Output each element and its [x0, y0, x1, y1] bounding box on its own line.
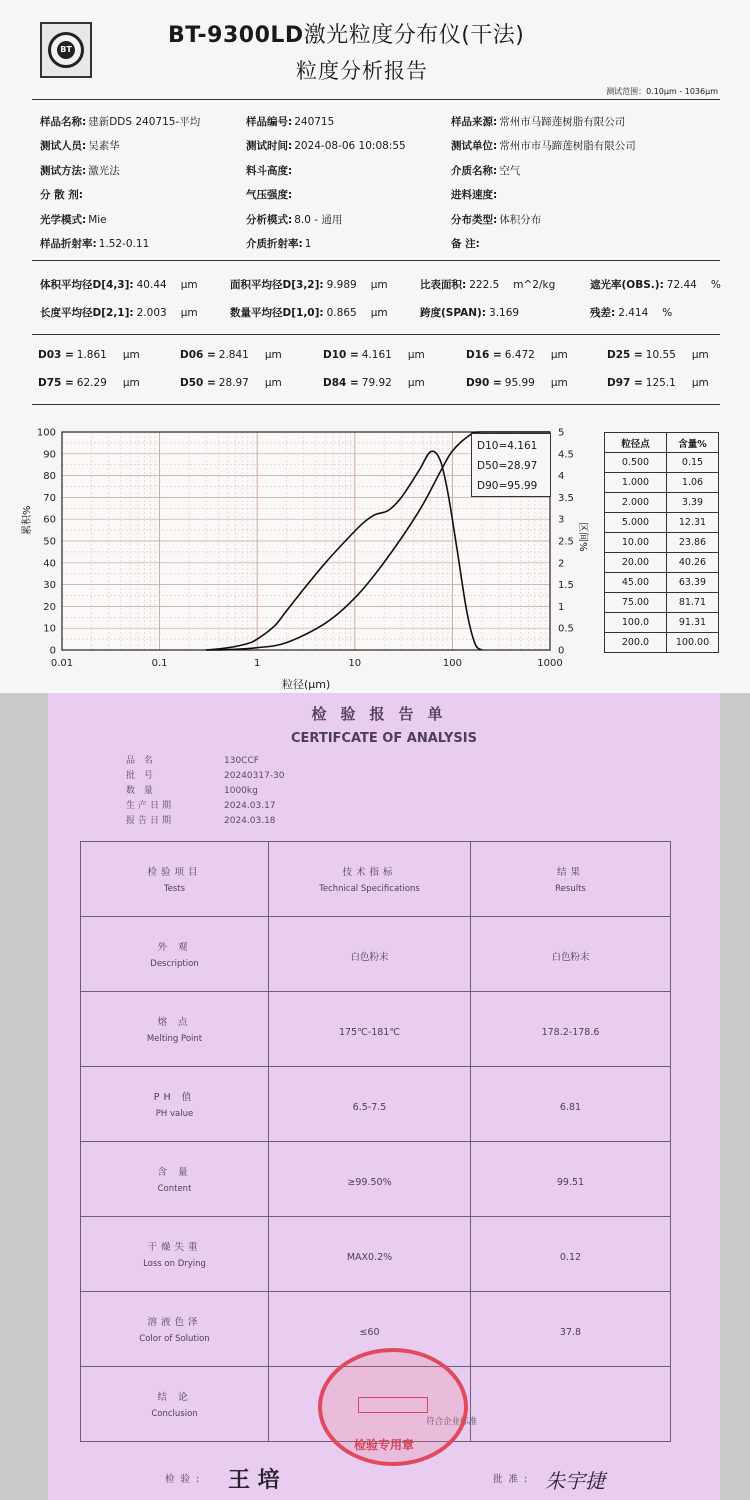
y-right-tick-label: 5	[558, 427, 565, 439]
spec-cell	[269, 1067, 471, 1142]
field-label: 介质名称:	[451, 164, 498, 177]
cert-meta-row	[126, 753, 259, 766]
size-point-cell: 5.000	[605, 513, 667, 533]
x-tick-label: 0.01	[50, 658, 74, 669]
spec-value: 175℃-181℃	[338, 1026, 401, 1038]
info-field	[451, 164, 520, 178]
table-row	[605, 473, 719, 493]
field-value: 8.0 - 通用	[294, 213, 343, 226]
field-label: 分析模式:	[246, 213, 293, 226]
spec-cell	[269, 992, 471, 1067]
y-right-tick-label: 4	[558, 471, 565, 483]
field-label: 测试方法:	[40, 164, 87, 177]
stat-item	[230, 306, 388, 320]
d-value-item	[38, 376, 140, 390]
table-row	[81, 842, 671, 917]
stat-item	[40, 278, 198, 292]
d-unit: μm	[550, 377, 568, 389]
stat-value: 72.44	[666, 279, 697, 291]
field-label: 样品编号:	[246, 116, 293, 128]
d-value: 6.472	[504, 349, 535, 361]
stat-value: 9.989	[326, 279, 357, 291]
y-left-tick-label: 100	[36, 427, 56, 439]
test-name-en: Color of Solution	[139, 1334, 210, 1344]
d-value-item	[323, 348, 425, 362]
result-value: 178.2-178.6	[541, 1026, 600, 1038]
d-label: D90 =	[466, 377, 502, 389]
signature-row	[48, 1463, 720, 1493]
field-value: 常州市马蹄莲树脂有限公司	[499, 116, 626, 128]
stat-value: 2.414	[618, 307, 649, 319]
y-left-tick-label: 40	[43, 558, 56, 570]
y-left-tick-label: 20	[43, 601, 56, 613]
y-right-tick-label: 4.5	[558, 449, 574, 461]
field-value: 2024-08-06 10:08:55	[294, 140, 406, 153]
stat-item	[590, 306, 672, 320]
test-name-en: Loss on Drying	[143, 1259, 206, 1269]
stat-label: 数量平均径D[1,0]:	[230, 307, 324, 319]
divider	[32, 99, 720, 100]
cert-meta-row	[126, 783, 258, 796]
test-item-cell	[81, 1217, 269, 1292]
table-row	[81, 1142, 671, 1217]
d-label: D50 =	[180, 377, 216, 389]
test-name-en: Tests	[163, 884, 186, 894]
info-field	[246, 164, 294, 178]
test-name-cn: 结 论	[157, 1392, 192, 1403]
field-label: 介质折射率:	[246, 238, 303, 250]
x-tick-label: 0.1	[151, 658, 168, 669]
test-item-cell	[81, 842, 269, 917]
y-right-tick-label: 0.5	[558, 623, 574, 635]
y-left-tick-label: 70	[43, 492, 56, 504]
result-header-en: Results	[555, 884, 586, 894]
d-unit: μm	[691, 377, 709, 389]
field-value: 常州市市马蹄莲树脂有限公司	[499, 140, 636, 153]
info-field	[451, 213, 541, 227]
y-axis-label-left: 累积%	[22, 505, 33, 535]
particle-size-report	[0, 0, 750, 693]
stat-item	[230, 278, 388, 292]
test-item-cell	[81, 1067, 269, 1142]
test-item-cell	[81, 992, 269, 1067]
y-left-tick-label: 90	[43, 449, 56, 461]
report-subtitle: 粒度分析报告	[296, 59, 428, 83]
field-label: 分布类型:	[451, 213, 498, 226]
field-label: 气压强度:	[246, 189, 293, 202]
content-cell: 91.31	[667, 613, 719, 633]
table-row	[605, 593, 719, 613]
field-value: Mie	[88, 213, 107, 226]
stat-unit: μm	[370, 307, 388, 319]
size-point-cell: 45.00	[605, 573, 667, 593]
d-value: 2.841	[218, 349, 249, 361]
field-value: 1.52-0.11	[98, 238, 150, 250]
info-field	[40, 164, 120, 178]
table-row	[605, 613, 719, 633]
x-tick-label: 100	[442, 658, 462, 669]
test-name-cn: 熔 点	[157, 1017, 192, 1028]
d-value: 62.29	[76, 377, 107, 389]
meta-value: 20240317-30	[224, 771, 285, 781]
d-value-item	[38, 348, 140, 362]
d-value-item	[323, 376, 425, 390]
y-left-tick-label: 80	[43, 471, 56, 483]
x-tick-label: 1000	[537, 658, 563, 669]
info-field	[451, 188, 499, 202]
meta-key: 品 名	[126, 756, 156, 766]
cert-meta-row	[126, 813, 276, 826]
y-right-tick-label: 1.5	[558, 580, 574, 592]
d-unit: μm	[122, 377, 140, 389]
stat-value: 2.003	[136, 307, 167, 319]
legend-d50: D50=28.97	[477, 460, 538, 472]
legend-d10: D10=4.161	[477, 440, 538, 452]
conclusion-value: 符合企业标准	[426, 1417, 478, 1427]
d-value: 10.55	[645, 349, 676, 361]
d-unit: μm	[122, 349, 140, 361]
spec-value: 6.5-7.5	[352, 1101, 387, 1113]
stamp-inner-box	[358, 1397, 428, 1413]
stat-label: 体积平均径D[4,3]:	[40, 279, 134, 291]
test-name-cn: 溶液色泽	[147, 1317, 202, 1328]
test-name-cn: PH 值	[153, 1092, 196, 1103]
y-right-tick-label: 2	[558, 558, 565, 570]
field-value: 激光法	[88, 164, 120, 177]
meta-key: 数 量	[126, 786, 156, 796]
content-cell: 1.06	[667, 473, 719, 493]
d-unit: μm	[550, 349, 568, 361]
info-field	[246, 115, 334, 129]
size-point-cell: 10.00	[605, 533, 667, 553]
field-label: 样品折射率:	[40, 238, 97, 250]
table-row	[605, 493, 719, 513]
spec-value: 白色粉末	[350, 951, 389, 963]
size-point-cell: 1.000	[605, 473, 667, 493]
d-value: 28.97	[218, 377, 249, 389]
report-title	[168, 18, 628, 49]
meta-key: 生产日期	[126, 801, 175, 811]
y-left-tick-label: 0	[49, 645, 56, 657]
field-label: 样品来源:	[451, 116, 498, 128]
content-cell: 3.39	[667, 493, 719, 513]
field-value: 空气	[499, 164, 521, 177]
meta-key: 批 号	[126, 771, 156, 781]
y-right-tick-label: 3.5	[558, 492, 574, 504]
size-point-cell: 20.00	[605, 553, 667, 573]
test-range: 测试范围：0.10μm - 1036μm	[606, 87, 718, 96]
info-field	[451, 139, 636, 153]
y-left-tick-label: 50	[43, 536, 56, 548]
spec-value: ≤60	[359, 1326, 380, 1338]
result-value: 99.51	[556, 1176, 585, 1188]
instrument-model: BT-9300LD	[168, 23, 304, 48]
d-label: D03 =	[38, 349, 74, 361]
table-row	[605, 553, 719, 573]
stat-unit: m^2/kg	[513, 279, 556, 291]
stat-unit: %	[710, 279, 721, 291]
test-item-cell	[81, 1292, 269, 1367]
cert-title-en: CERTIFCATE OF ANALYSIS	[291, 731, 477, 746]
d-label: D25 =	[607, 349, 643, 361]
field-value: 吴素华	[88, 140, 120, 153]
stat-item	[590, 278, 721, 292]
stat-label: 面积平均径D[3,2]:	[230, 279, 324, 291]
spec-value: ≥99.50%	[347, 1176, 392, 1188]
inspector-signature: 王 培	[228, 1467, 280, 1493]
result-cell	[471, 842, 671, 917]
field-label: 进料速度:	[451, 189, 498, 202]
stat-value: 0.865	[326, 307, 357, 319]
field-label: 测试时间:	[246, 140, 293, 153]
field-value: 240715	[294, 116, 335, 128]
info-field	[246, 237, 311, 251]
content-cell: 81.71	[667, 593, 719, 613]
table-row	[605, 573, 719, 593]
spec-value: MAX0.2%	[346, 1251, 393, 1263]
y-left-tick-label: 60	[43, 514, 56, 526]
info-field	[40, 213, 107, 227]
legend-d90: D90=95.99	[477, 480, 538, 492]
cert-title-cn: 检验报告单	[311, 705, 457, 723]
x-axis-label: 粒径(μm)	[282, 678, 331, 691]
header-content: 含量%	[667, 433, 719, 453]
certificate-of-analysis	[48, 693, 720, 1500]
info-field	[40, 115, 200, 129]
approver-label: 批准:	[493, 1474, 534, 1485]
table-row	[81, 917, 671, 992]
field-label: 备 注:	[451, 238, 480, 250]
y-right-tick-label: 0	[558, 645, 565, 657]
table-row	[605, 533, 719, 553]
header-size-point: 粒径点	[605, 433, 667, 453]
stat-label: 遮光率(OBS.):	[590, 279, 664, 291]
d-label: D06 =	[180, 349, 216, 361]
table-row	[81, 1067, 671, 1142]
field-label: 测试人员:	[40, 140, 87, 153]
size-point-cell: 75.00	[605, 593, 667, 613]
meta-value: 2024.03.18	[224, 816, 276, 826]
meta-key: 报告日期	[126, 816, 175, 826]
info-field	[246, 188, 294, 202]
size-point-cell: 2.000	[605, 493, 667, 513]
divider	[32, 260, 720, 261]
x-tick-label: 10	[348, 658, 362, 669]
d-unit: μm	[264, 349, 282, 361]
stat-value: 222.5	[469, 279, 500, 291]
result-value: 6.81	[559, 1101, 582, 1113]
y-right-tick-label: 2.5	[558, 536, 574, 548]
result-header-cn: 结果	[556, 867, 584, 878]
table-row	[81, 992, 671, 1067]
y-axis-label-right: 区间%	[577, 522, 588, 552]
stat-item	[420, 278, 555, 292]
stamp-text: 检验专用章	[354, 1438, 415, 1452]
test-name-cn: 干燥失重	[147, 1242, 202, 1253]
field-value: 建新DDS 240715-平均	[88, 116, 201, 128]
d-value-item	[466, 376, 568, 390]
test-item-cell	[81, 1142, 269, 1217]
d-value: 125.1	[645, 377, 676, 389]
d-label: D75 =	[38, 377, 74, 389]
divider	[32, 334, 720, 335]
content-cell: 0.15	[667, 453, 719, 473]
d-value-item	[607, 348, 709, 362]
test-name-cn: 外 观	[157, 942, 192, 953]
meta-value: 1000kg	[224, 786, 258, 796]
logo-core: BT	[57, 41, 75, 59]
cert-meta-row	[126, 798, 276, 811]
field-label: 光学模式:	[40, 213, 87, 226]
d-value: 95.99	[504, 377, 535, 389]
d-unit: μm	[691, 349, 709, 361]
table-row	[81, 1217, 671, 1292]
spec-cell	[269, 917, 471, 992]
stat-unit: μm	[370, 279, 388, 291]
x-tick-label: 1	[254, 658, 261, 669]
d-unit: μm	[264, 377, 282, 389]
table-header-row	[605, 433, 719, 453]
approver-signature: 朱宇捷	[545, 1469, 605, 1493]
size-point-cell: 0.500	[605, 453, 667, 473]
result-cell	[471, 1142, 671, 1217]
result-cell	[471, 1067, 671, 1142]
d-value-item	[466, 348, 568, 362]
info-field	[40, 188, 85, 202]
stat-label: 长度平均径D[2,1]:	[40, 307, 134, 319]
d-value-item	[180, 376, 282, 390]
d-unit: μm	[407, 377, 425, 389]
field-label: 料斗高度:	[246, 164, 293, 177]
meta-value: 2024.03.17	[224, 801, 276, 811]
company-logo	[40, 22, 92, 78]
y-left-tick-label: 30	[43, 580, 56, 592]
d-unit: μm	[407, 349, 425, 361]
field-value: 1	[304, 238, 312, 250]
result-value: 白色粉末	[551, 951, 590, 963]
result-cell	[471, 1217, 671, 1292]
stat-value: 40.44	[136, 279, 167, 291]
stat-value: 3.169	[489, 307, 520, 319]
test-item-cell	[81, 1367, 269, 1442]
inspector-label: 检验:	[165, 1474, 206, 1485]
stat-label: 比表面积:	[420, 279, 467, 291]
content-cell: 40.26	[667, 553, 719, 573]
y-right-tick-label: 3	[558, 514, 565, 526]
spec-header-en: Technical Specifications	[319, 884, 420, 894]
result-cell	[471, 1367, 671, 1442]
stat-unit: μm	[180, 279, 198, 291]
d-label: D10 =	[323, 349, 359, 361]
d-value: 1.861	[76, 349, 107, 361]
info-field	[40, 139, 120, 153]
test-name-cn: 含 量	[157, 1167, 192, 1178]
result-value: 37.8	[559, 1326, 582, 1338]
chart-legend	[471, 433, 551, 497]
field-label: 分 散 剂:	[40, 189, 84, 202]
test-name-en: Melting Point	[146, 1034, 203, 1044]
content-cell: 12.31	[667, 513, 719, 533]
d-label: D84 =	[323, 377, 359, 389]
stat-unit: μm	[180, 307, 198, 319]
result-cell	[471, 992, 671, 1067]
stat-item	[420, 306, 533, 320]
info-field	[40, 237, 149, 251]
table-row	[605, 453, 719, 473]
info-field	[246, 213, 342, 227]
cert-meta-row	[126, 768, 285, 781]
spec-cell	[269, 842, 471, 917]
result-value: 0.12	[559, 1251, 582, 1263]
info-field	[451, 115, 625, 129]
divider	[32, 404, 720, 405]
stat-label: 残差:	[590, 307, 616, 319]
test-name-en: Content	[157, 1184, 192, 1194]
d-value: 79.92	[361, 377, 392, 389]
field-value: 体积分布	[499, 213, 542, 226]
meta-value: 130CCF	[224, 756, 259, 766]
result-cell	[471, 1292, 671, 1367]
stat-item	[40, 306, 198, 320]
content-cell: 63.39	[667, 573, 719, 593]
info-field	[246, 139, 406, 153]
d-label: D97 =	[607, 377, 643, 389]
size-point-cell: 200.0	[605, 633, 667, 653]
d-label: D16 =	[466, 349, 502, 361]
test-item-cell	[81, 917, 269, 992]
spec-cell	[269, 1217, 471, 1292]
field-label: 样品名称:	[40, 116, 87, 128]
size-point-cell: 100.0	[605, 613, 667, 633]
instrument-name: 激光粒度分布仪(干法)	[303, 23, 525, 48]
table-row	[605, 513, 719, 533]
stat-label: 跨度(SPAN):	[420, 307, 487, 319]
stat-unit: %	[662, 307, 673, 319]
content-cell: 23.86	[667, 533, 719, 553]
spec-header-cn: 技术指标	[342, 867, 397, 878]
table-row	[605, 633, 719, 653]
particle-size-table	[604, 432, 719, 653]
y-right-tick-label: 1	[558, 601, 565, 613]
spec-cell	[269, 1142, 471, 1217]
y-left-tick-label: 10	[43, 623, 56, 635]
test-name-en: PH value	[155, 1109, 194, 1119]
info-field	[451, 237, 482, 251]
d-value: 4.161	[361, 349, 392, 361]
d-value-item	[607, 376, 709, 390]
d-value-item	[180, 348, 282, 362]
test-name-en: Conclusion	[151, 1409, 198, 1419]
result-cell	[471, 917, 671, 992]
content-cell: 100.00	[667, 633, 719, 653]
test-name-cn: 检验项目	[147, 867, 202, 878]
field-label: 测试单位:	[451, 140, 498, 153]
test-name-en: Description	[150, 959, 199, 969]
